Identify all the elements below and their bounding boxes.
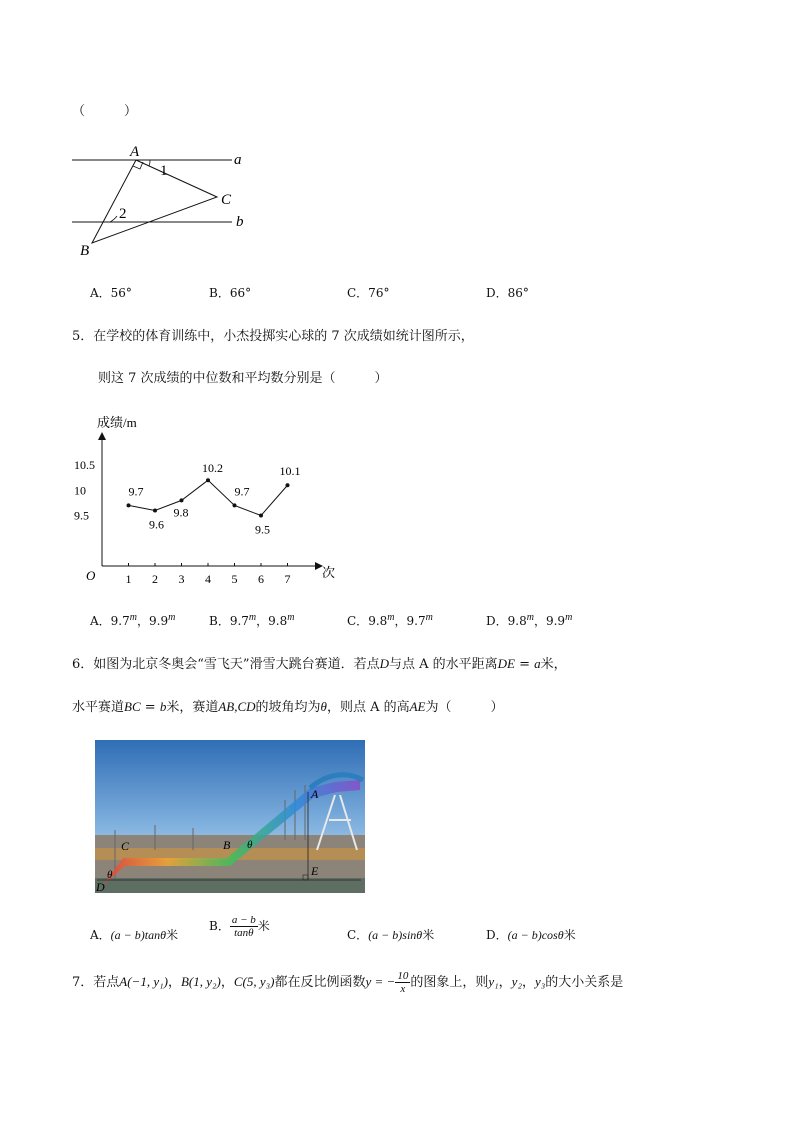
data-line	[129, 480, 288, 515]
data-label: 9.8	[173, 505, 189, 520]
line-a-label: a	[234, 152, 242, 168]
x-axis-label: 次	[322, 565, 336, 580]
photo-label-theta-b: θ	[247, 839, 253, 851]
q6-option-a: A．(a − b)tanθ米	[90, 928, 179, 942]
x-tick-label: 7	[284, 572, 291, 586]
data-point	[233, 503, 237, 507]
data-label: 10.2	[202, 461, 223, 476]
x-tick-label: 5	[231, 572, 238, 586]
x-tick-label: 4	[205, 572, 211, 586]
vertex-c-label: C	[221, 192, 232, 208]
data-point	[259, 514, 263, 518]
q5-stem-line1: 5．在学校的体育训练中，小杰投掷实心球的 7 次成绩如统计图所示，	[72, 329, 474, 344]
data-label: 9.6	[149, 517, 164, 532]
data-label: 9.7	[234, 484, 250, 499]
data-point	[206, 478, 210, 482]
angle-2-label: 2	[119, 206, 127, 222]
q6-stem-line1: 6．如图为北京冬奥会“雪飞天”滑雪大跳台赛道．若点D与点 A 的水平距离DE = a米，	[72, 656, 567, 672]
x-tick-label: 3	[178, 572, 185, 586]
angle-1-label: 1	[160, 163, 168, 179]
angle-2-arc	[110, 216, 117, 222]
q4-option-c: C．76°	[347, 286, 390, 300]
y-tick-label: 10.5	[74, 458, 95, 473]
data-label: 9.7	[128, 484, 144, 499]
data-point	[180, 498, 184, 502]
data-label: 10.1	[279, 464, 301, 479]
origin-label: O	[86, 568, 96, 583]
photo-label-b: B	[223, 838, 231, 852]
q6-stem-line2: 水平赛道BC = b米，赛道AB,CD的坡角均为θ，则点 A 的高AE为（ ）	[72, 699, 504, 715]
q4-option-b: B．66°	[209, 286, 252, 300]
y-tick-label: 10	[74, 483, 86, 498]
q6-option-c: C．(a − b)sinθ米	[347, 928, 435, 942]
vertex-a-label: A	[130, 144, 140, 160]
q5-option-b: B．9.7$^m$，9.8$^m$	[209, 612, 295, 628]
photo-label-c: C	[121, 839, 130, 853]
q4-answer-paren: （ ）	[72, 104, 138, 119]
angle-1-arc	[149, 160, 150, 166]
vertex-b-label: B	[80, 243, 90, 259]
q6-option-d: D．(a − b)cosθ米	[486, 928, 576, 942]
x-tick-label: 1	[125, 572, 132, 586]
q6-ski-jump-photo	[95, 740, 365, 893]
photo-label-theta-d: θ	[107, 869, 113, 881]
q4-geometry-figure	[64, 140, 264, 265]
photo-label-e: E	[311, 864, 319, 878]
photo-label-d: D	[96, 880, 105, 893]
x-tick-label: 6	[258, 572, 264, 586]
x-tick-label: 2	[152, 572, 158, 586]
line-b-label: b	[236, 214, 244, 230]
data-point	[127, 503, 131, 507]
y-tick-label: 9.5	[74, 508, 89, 523]
data-label: 9.5	[255, 522, 270, 537]
photo-label-a: A	[311, 787, 319, 801]
q5-line-chart	[70, 405, 350, 590]
q4-option-a: A．56°	[90, 286, 132, 300]
q5-stem-line2: 则这 7 次成绩的中位数和平均数分别是（ ）	[98, 371, 388, 386]
data-point	[153, 508, 157, 512]
data-point	[286, 483, 290, 487]
q5-option-c: C．9.8$^m$，9.7$^m$	[347, 612, 433, 628]
q4-option-d: D．86°	[486, 286, 529, 300]
triangle-abc	[92, 160, 217, 243]
q6-option-b: B． $\frac{a - b}{\tan\theta}$ 米	[209, 914, 270, 939]
q7-stem: 7．若点A(−1, y₁)，B(1, y₂)，C(5, y₃)都在反比例函数y = − $\frac{10}{x}$ 的图象上，则y₁，y₂，y₃的大小关系是	[72, 970, 624, 995]
y-axis-label: 成绩/m	[97, 415, 137, 430]
q5-option-d: D．9.8$^m$，9.9$^m$	[486, 612, 573, 628]
q5-option-a: A．9.7$^m$，9.9$^m$	[90, 612, 176, 628]
